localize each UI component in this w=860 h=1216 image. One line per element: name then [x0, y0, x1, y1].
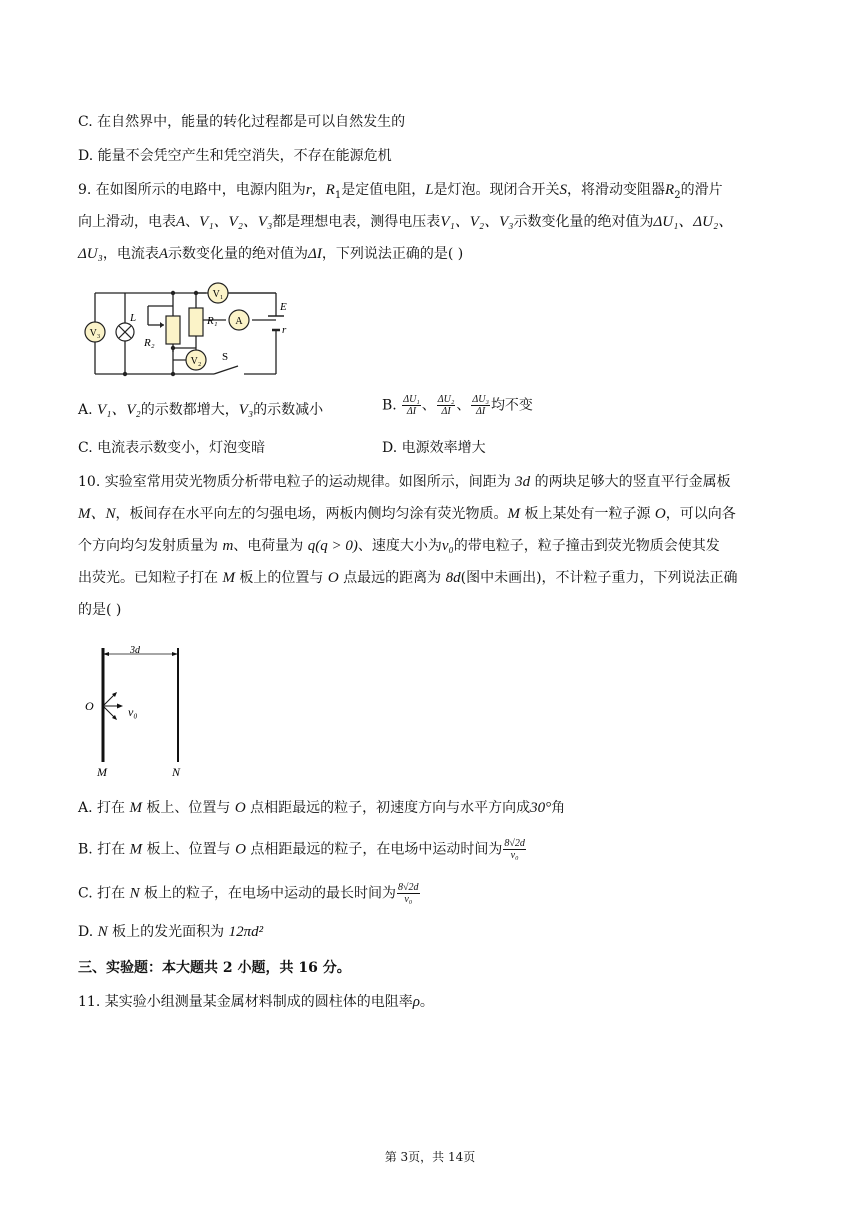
q9-line2: 向上滑动，电表A、V₁、V₂、V₃都是理想电表，测得电压表V₁、V₂、V₃示数变化量的绝对值为ΔU₁、ΔU₂、 — [78, 214, 734, 230]
emf-label: E — [280, 301, 287, 313]
q10-line2: M、N，板间存在水平向左的匀强电场，两板内侧均匀涂有荧光物质。M 板上某处有一粒子源 O，可以向各 — [78, 506, 736, 522]
v2-label: V₂ — [190, 356, 202, 367]
q9-option-a: A. V₁、V₂的示数都增大，V₃的示数减小 — [78, 402, 324, 418]
circuit-diagram — [78, 278, 303, 382]
q10-line3: 个方向均匀发射质量为 m、电荷量为 q(q > 0)、速度大小为v₀的带电粒子，粒子撞击到荧光物质会使其发 — [78, 538, 720, 554]
section-3-heading: 三、实验题：本大题共 2 小题，共 16 分。 — [78, 960, 351, 976]
gap-label: 3d — [130, 645, 140, 656]
q10-option-c: C. 打在 N 板上的粒子，在电场中运动的最长时间为 $\frac{8√2d}{\text{v₀}}$ — [78, 882, 419, 905]
v3-label: V₃ — [89, 328, 101, 339]
q9-option-c: C. 电流表示数变小，灯泡变暗 — [78, 440, 266, 456]
q10-line5: 的是( ) — [78, 602, 122, 618]
q9-option-b: B. $\frac{\text{ΔU₁}}{\Delta I}$ 、 $\frac{\text{ΔU₂}}{\Delta I}$ 、 $\frac{\text{ΔU₃}}{\Delta I}$ 均不变 — [382, 394, 533, 417]
q9-line3: ΔU₃，电流表A示数变化量的绝对值为ΔI，下列说法正确的是( ) — [78, 246, 464, 262]
v1-label: V₁ — [212, 289, 224, 300]
q10-option-d: D. N 板上的发光面积为 12πd² — [78, 924, 264, 940]
switch-label: S — [222, 351, 229, 363]
page-footer: 第 3页，共 14页 — [384, 1150, 476, 1164]
plate-n-label: N — [172, 765, 181, 779]
q9-option-d: D. 电源效率增大 — [382, 440, 486, 456]
plates-diagram — [82, 640, 192, 782]
q10-line4: 出荧光。已知粒子打在 M 板上的位置与 O 点最远的距离为 8d(图中未画出)，不计粒子重力，下列说法正确 — [78, 570, 738, 586]
q11-line1: 11. 某实验小组测量某金属材料制成的圆柱体的电阻率ρ。 — [78, 994, 434, 1010]
option-d-prev: D. 能量不会凭空产生和凭空消失，不存在能源危机 — [78, 148, 392, 164]
option-c-prev: C. 在自然界中，能量的转化过程都是可以自然发生的 — [78, 114, 406, 130]
internal-r-label: r — [282, 324, 287, 336]
velocity-label: v₀ — [128, 705, 138, 719]
plate-m-label: M — [97, 765, 107, 779]
q10-line1: 10. 实验室常用荧光物质分析带电粒子的运动规律。如图所示，间距为 3d 的两块足够大的竖直平行金属板 — [78, 474, 731, 490]
q10-option-b: B. 打在 M 板上、位置与 O 点相距最远的粒子，在电场中运动时间为 $\frac{8√2d}{\text{v₀}}$ — [78, 838, 525, 861]
point-o-label: O — [85, 699, 94, 713]
q10-option-a: A. 打在 M 板上、位置与 O 点相距最远的粒子，初速度方向与水平方向成30°角 — [78, 800, 566, 816]
ammeter-label: A — [235, 316, 243, 327]
q9-line1: 9. 在如图所示的电路中，电源内阻为r，$R_1$是定值电阻，L是灯泡。现闭合开关S，将滑动变阻器$R_2$的滑片 — [78, 182, 723, 201]
r2-label: R₂ — [144, 337, 155, 349]
lamp-label: L — [130, 312, 137, 324]
r1-label: R₁ — [207, 315, 218, 327]
